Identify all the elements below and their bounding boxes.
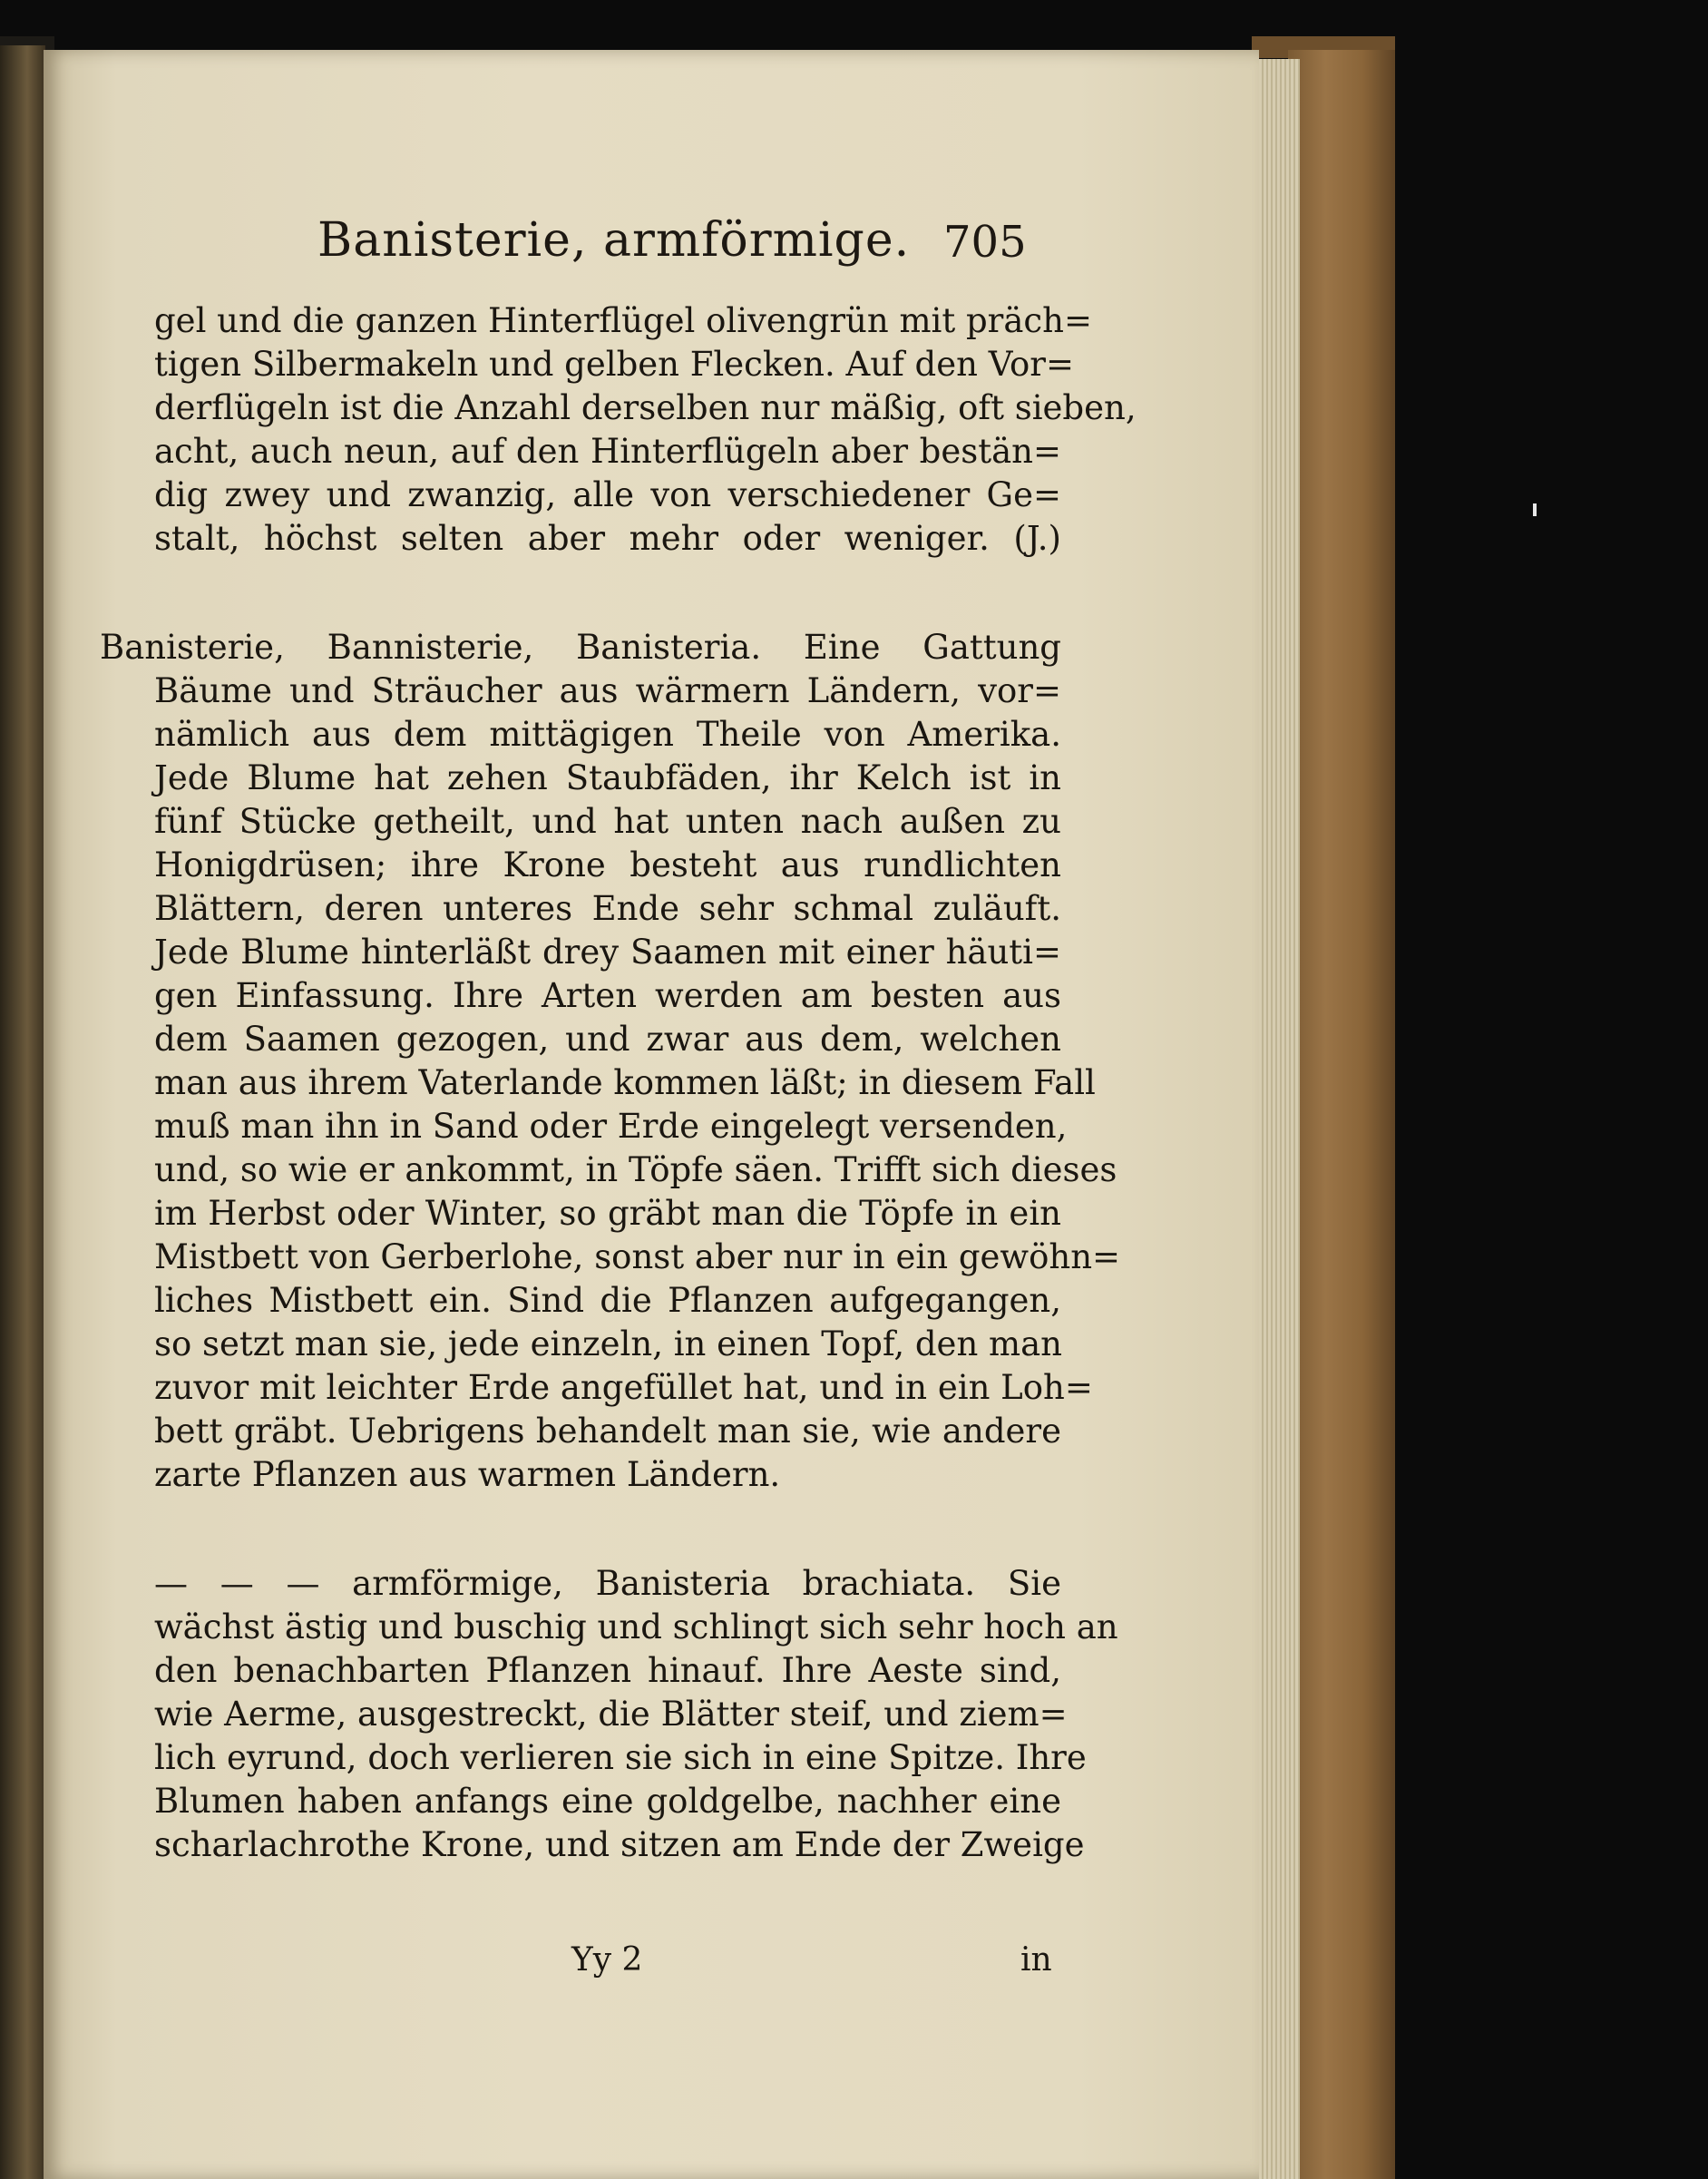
text-line: tigen Silbermakeln und gelben Flecken. Auf den Vor= — [154, 345, 1074, 384]
text-line: Blumen haben anfangs eine goldgelbe, nachher eine — [154, 1782, 1061, 1821]
signature-mark: Yy 2 — [571, 1941, 643, 1979]
catchword: in — [1020, 1941, 1052, 1979]
page-footer — [100, 1941, 1061, 1987]
text-line: gel und die ganzen Hinterflügel olivengrün mit präch= — [154, 301, 1092, 340]
text-line: wächst ästig und buschig und schlingt sich sehr hoch an — [154, 1607, 1118, 1646]
text-line: stalt, höchst selten aber mehr oder weniger. (J.) — [154, 519, 1061, 558]
text-line: man aus ihrem Vaterlande kommen läßt; in diesem Fall — [154, 1063, 1096, 1102]
text-line: Blättern, deren unteres Ende sehr schmal zuläuft. — [154, 889, 1061, 928]
text-line: zarte Pflanzen aus warmen Ländern. — [154, 1455, 781, 1494]
text-line: den benachbarten Pflanzen hinauf. Ihre Aeste sind, — [154, 1651, 1061, 1690]
text-line: acht, auch neun, auf den Hinterflügeln aber bestän= — [154, 432, 1061, 471]
text-line: und, so wie er ankommt, in Töpfe säen. Trifft sich dieses — [154, 1150, 1118, 1189]
text-line: dem Saamen gezogen, und zwar aus dem, welchen — [154, 1020, 1061, 1059]
text-line: dig zwey und zwanzig, alle von verschiedener Ge= — [154, 475, 1061, 514]
text-line: muß man ihn in Sand oder Erde eingelegt versenden, — [154, 1107, 1068, 1146]
left-page-edge — [0, 45, 45, 2179]
text-line: bett gräbt. Uebrigens behandelt man sie, wie andere — [154, 1412, 1061, 1451]
text-line: Jede Blume hinterläßt drey Saamen mit einer häuti= — [154, 933, 1061, 972]
entry-headline: — — — armförmige, Banisteria brachiata. Sie — [154, 1564, 1061, 1603]
text-line: so setzt man sie, jede einzeln, in einen Topf, den man — [154, 1324, 1063, 1363]
text-line: scharlachrothe Krone, und sitzen am Ende der Zweige — [154, 1825, 1085, 1864]
text-line: lich eyrund, doch verlieren sie sich in eine Spitze. Ihre — [154, 1738, 1087, 1777]
text-line: Honigdrüsen; ihre Krone besteht aus rundlichten — [154, 845, 1061, 884]
margin-mark — [1533, 503, 1537, 516]
page-number: 705 — [943, 217, 1027, 268]
entry-headline: Banisterie, Bannisterie, Banisteria. Eine Gattung — [100, 628, 1061, 667]
running-head: Banisterie, armförmige. — [317, 213, 911, 268]
text-line: liches Mistbett ein. Sind die Pflanzen aufgegangen, — [154, 1281, 1061, 1320]
text-line: gen Einfassung. Ihre Arten werden am besten aus — [154, 976, 1061, 1015]
text-line: derflügeln ist die Anzahl derselben nur mäßig, oft sieben, — [154, 388, 1137, 427]
text-line: Mistbett von Gerberlohe, sonst aber nur in ein gewöhn= — [154, 1237, 1121, 1276]
book-cover-edge — [1288, 50, 1395, 2179]
text-line: Jede Blume hat zehen Staubfäden, ihr Kelch ist in — [154, 758, 1061, 797]
page-header — [299, 213, 1079, 277]
text-line: im Herbst oder Winter, so gräbt man die Töpfe in ein — [154, 1194, 1061, 1233]
text-line: fünf Stücke getheilt, und hat unten nach außen zu — [154, 802, 1061, 841]
text-line: wie Aerme, ausgestreckt, die Blätter steif, und ziem= — [154, 1695, 1068, 1734]
text-line: nämlich aus dem mittägigen Theile von Amerika. — [154, 715, 1061, 754]
text-line: Bäume und Sträucher aus wärmern Ländern, vor= — [154, 671, 1061, 710]
text-line: zuvor mit leichter Erde angefüllet hat, und in ein Loh= — [154, 1368, 1093, 1407]
page-stack-edges — [1259, 59, 1300, 2179]
